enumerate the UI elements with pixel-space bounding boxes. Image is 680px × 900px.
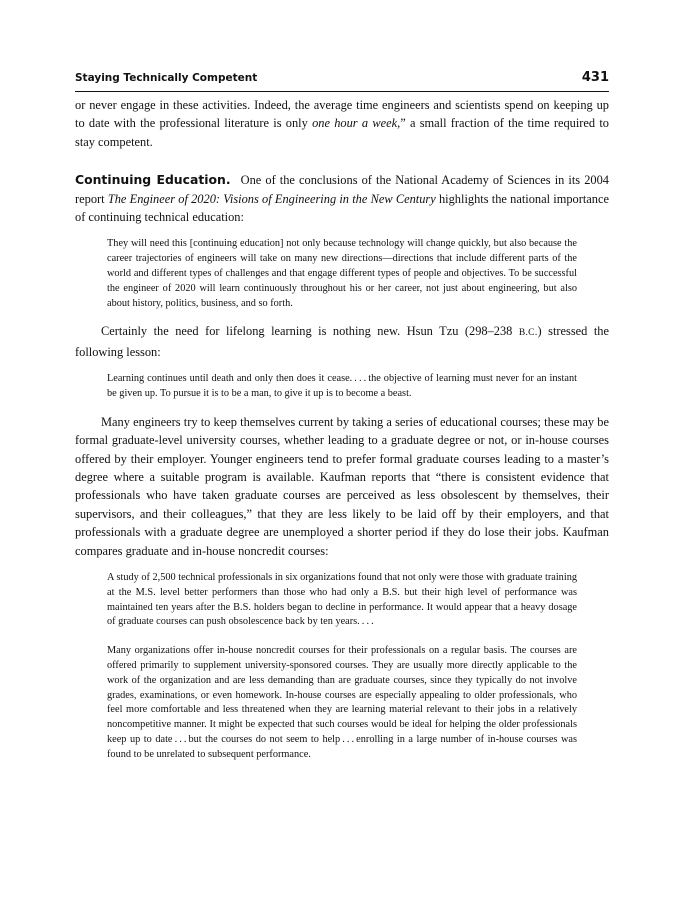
report-title: The Engineer of 2020: Visions of Engineering in the New Century — [107, 191, 436, 206]
book-page — [75, 70, 609, 774]
p1-emphasis: one hour a week — [312, 116, 398, 131]
quote-kaufman-graduate: A study of 2,500 technical professionals in six organizations found that not only were those with graduate training at the M.S. level better performers than those who had only a B.S. but their high level of performance was maintained ten years after the B.S. holders began to decline in performance. It would appear that a heavy dosage of graduate courses can push obsolescence back by ten years. . . . — [107, 572, 577, 628]
lifelong-learning-paragraph — [75, 322, 609, 361]
p3-text-a: Certainly the need for lifelong learning is nothing new. Hsun Tzu (298–238 — [101, 324, 519, 339]
block-quote-kaufman — [107, 571, 577, 763]
block-quote-hsun-tzu — [107, 372, 577, 402]
quote-academy-text: They will need this [continuing education] not only because technology will change quickly, but also because the career trajectories of engineers will take on many new directions—directions that include different parts of the world and different types of challenges and that engage different types of people and objectives. To be successful the engineer of 2020 will learn continuously throughout his or her career, not just about engineering, but also about history, politics, business, and so forth. — [107, 238, 577, 309]
paragraph-continued — [75, 96, 609, 151]
header-rule — [75, 91, 609, 92]
p2-text-b: highlights the national importance of continuing technical education: — [75, 191, 609, 225]
p1-text-a: or never engage in these activities. Indeed, the average time engineers and scientists spend on keeping up to date with the professional literature is only — [75, 98, 609, 131]
quote-kaufman-inhouse: Many organizations offer in-house noncredit courses for their professionals on a regular basis. The courses are offered primarily to supplement university-sponsored courses. They are usually more directly applicable to the work of the organization and are less demanding than are graduate courses, since they typically do not involve grades, examinations, or even homework. In-house courses are especially appealing to older professionals, who feel more comfortable and less threatened when they are learning material relevant to their jobs in a relatively noncompetitive manner. It might be expected that such courses would be ideal for helping the older professionals keep up to date . . . but the courses do not seem to help . . . enrolling in a large number of in-house courses was found to be unrelated to subsequent performance. — [107, 645, 577, 760]
block-quote-academy — [107, 237, 577, 311]
running-header — [75, 70, 609, 90]
quote-hsun-tzu-text: Learning continues until death and only then does it cease. . . . the objective of learning must never for an instant be given up. To pursue it is to be a man, to give it up is to become a beast. — [107, 373, 577, 400]
page-number: 431 — [581, 70, 609, 85]
p1-text-b: ,” a small fraction of the time required to stay competent. — [75, 116, 609, 149]
running-title: Staying Technically Competent — [75, 72, 258, 84]
educational-courses-paragraph: Many engineers try to keep themselves current by taking a series of educational courses; these may be formal graduate-level university courses, whether leading to a graduate degree or not, or in-house courses offered by their employer. Younger engineers tend to prefer formal graduate courses leading to a master’s degree where a suitable program is available. Kaufman reports that “there is consistent evidence that professionals who have taken graduate courses are perceived as less obsolescent by themselves, their supervisors, and their colleagues,” that they are less likely to be laid off by their employers, and that professionals with a graduate degree are unemployed a shorter period if they do lose their jobs. Kaufman compares graduate and in-house noncredit courses: — [75, 414, 609, 558]
era-label: B.C. — [518, 328, 538, 339]
section-heading: Continuing Education. — [75, 172, 231, 188]
p3-text-b: ) stressed the following lesson: — [75, 324, 609, 359]
continuing-education-paragraph — [75, 171, 609, 226]
p2-text-a: One of the conclusions of the National Academy of Sciences in its 2004 report — [75, 173, 609, 206]
